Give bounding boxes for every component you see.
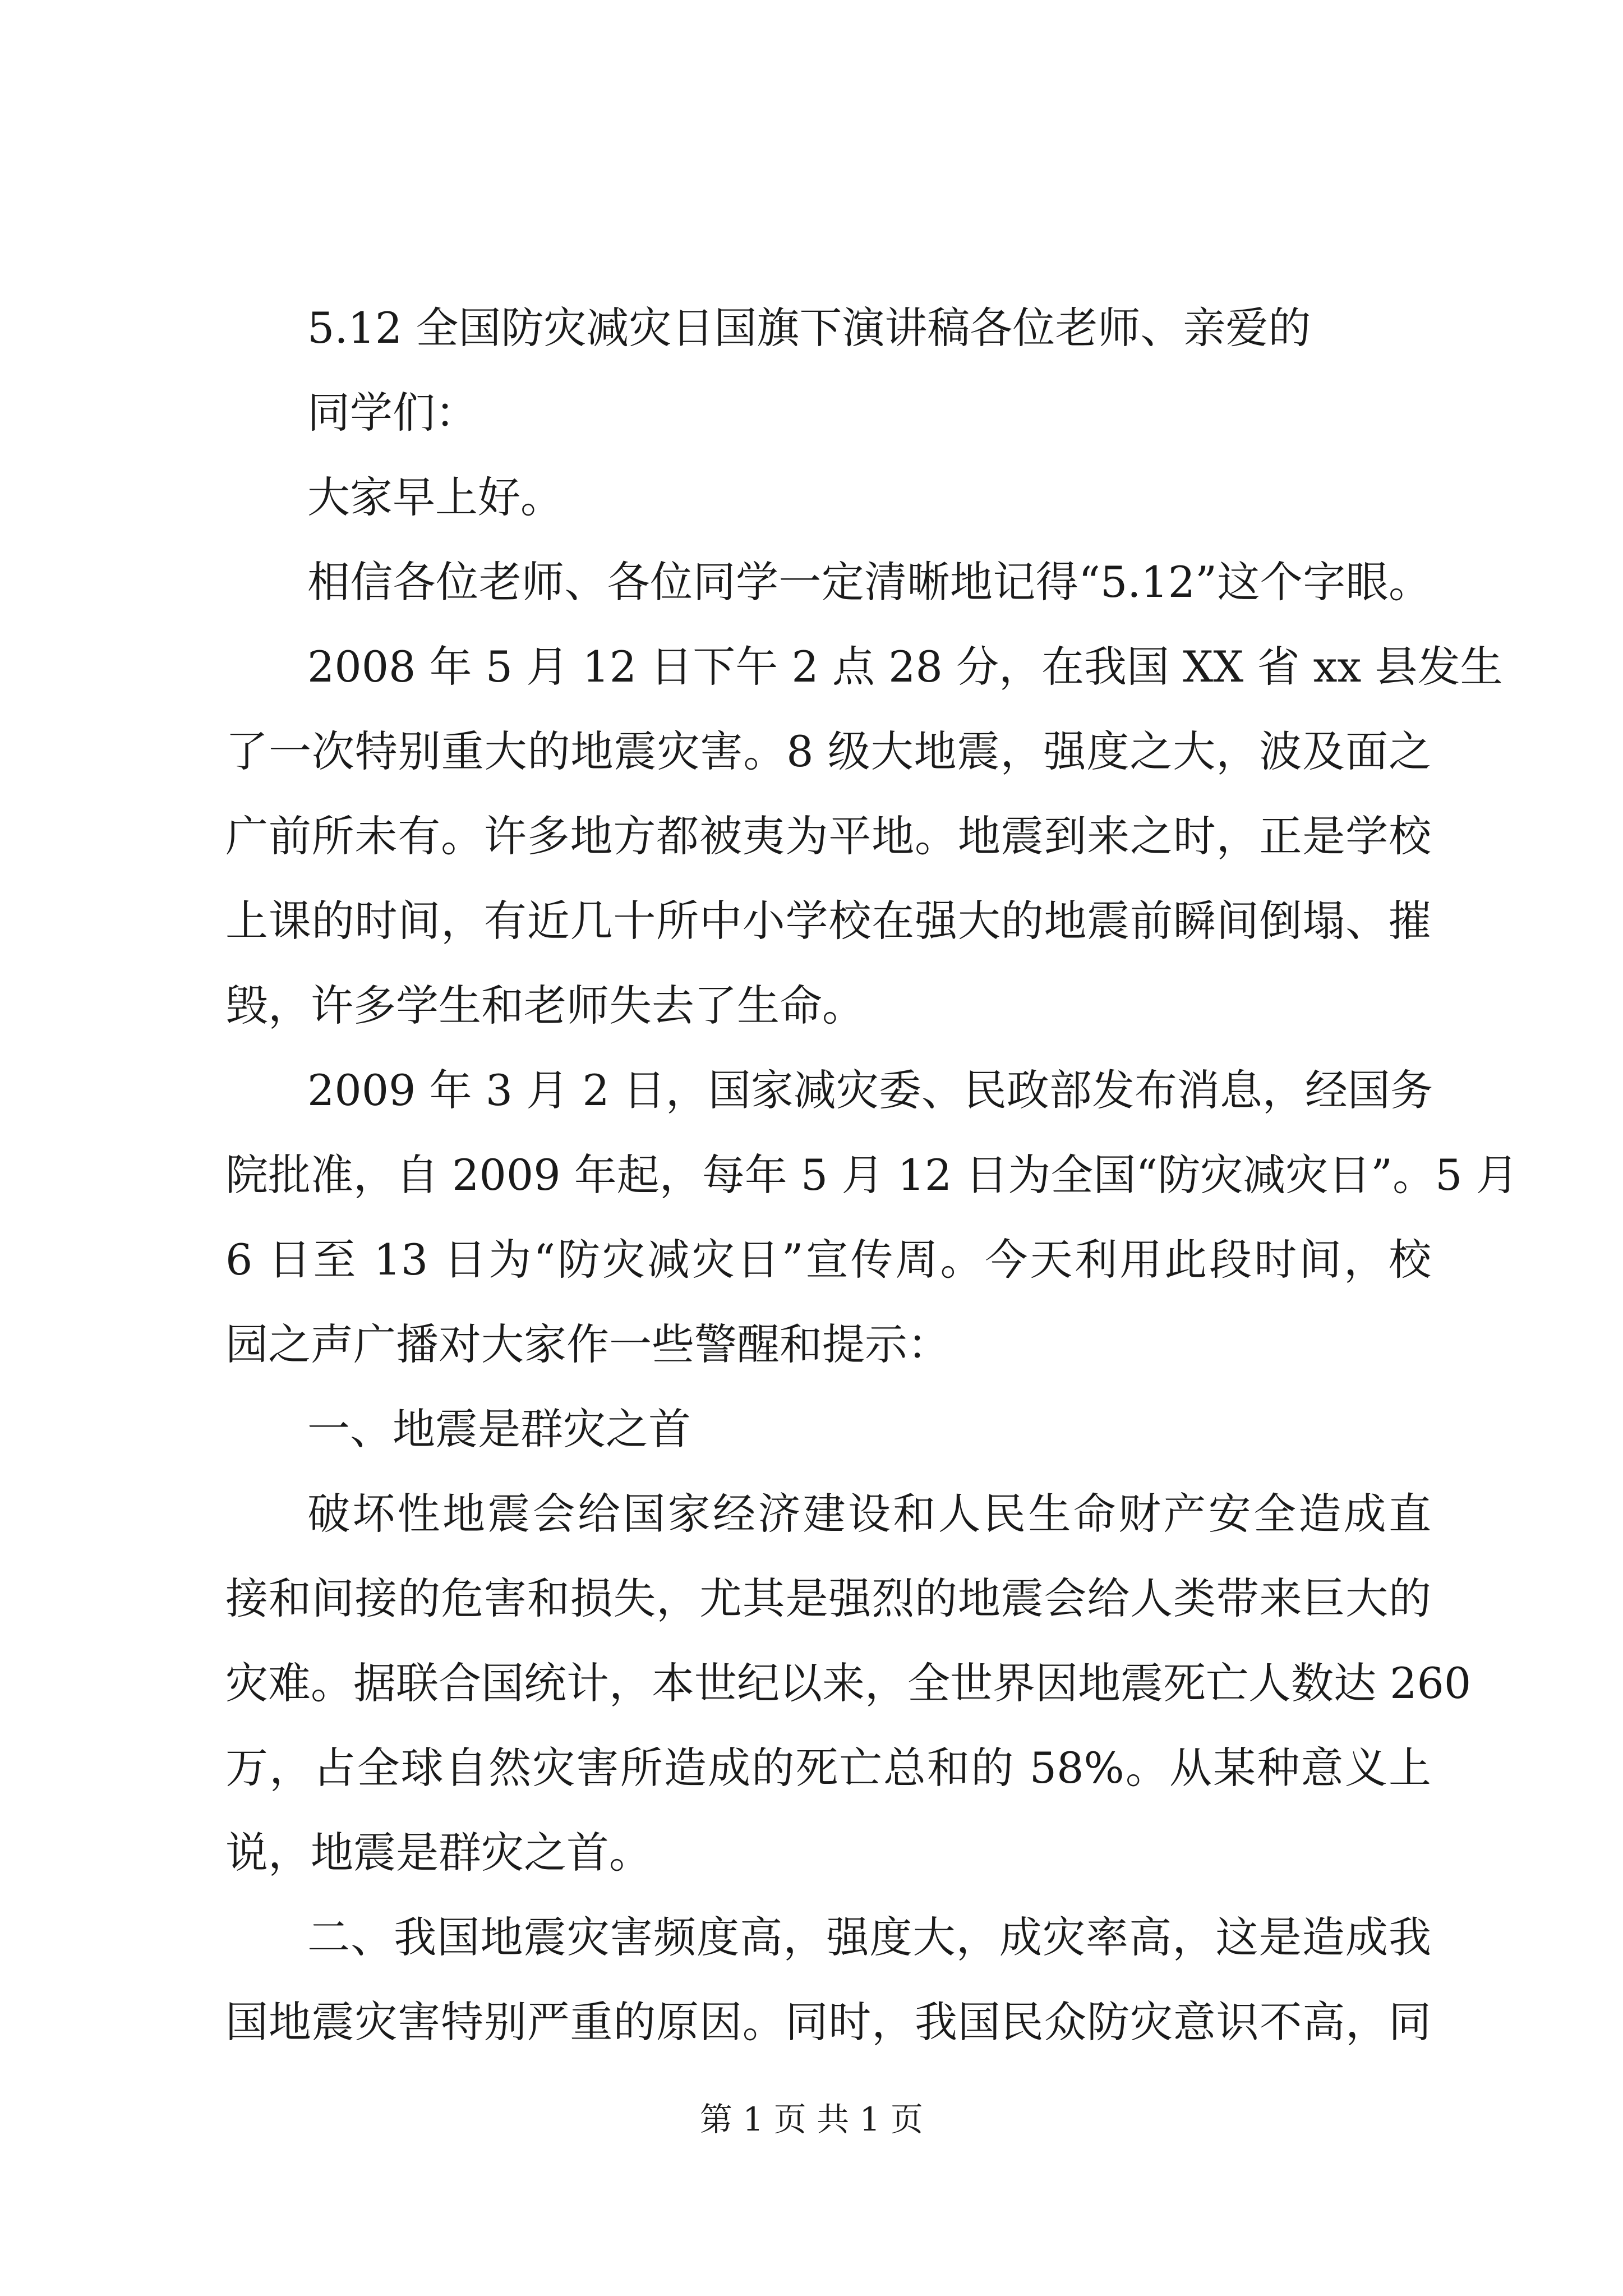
text-line: 二、我国地震灾害频度高，强度大，成灾率高，这是造成我 [307, 1912, 1431, 1962]
text-line: 国地震灾害特别严重的原因。同时，我国民众防灾意识不高，同 [225, 1997, 1431, 2047]
text-line: 院批准，自 2009 年起，每年 5 月 12 日为全国“防灾减灾日”。5 月 [225, 1150, 1519, 1200]
text-line: 说，地震是群灾之首。 [225, 1828, 652, 1878]
text-line: 毁，许多学生和老师失去了生命。 [225, 981, 865, 1030]
text-line: 灾难。据联合国统计，本世纪以来，全世界因地震死亡人数达 260 [225, 1658, 1472, 1708]
page-footer: 第 1 页 共 1 页 [700, 2100, 923, 2138]
text-line: 6 日至 13 日为“防灾减灾日”宣传周。今天利用此段时间，校 [225, 1235, 1431, 1285]
text-line: 相信各位老师、各位同学一定清晰地记得“5.12”这个字眼。 [307, 557, 1431, 607]
text-line: 万，占全球自然灾害所造成的死亡总和的 58%。从某种意义上 [225, 1743, 1431, 1793]
text-line: 2008 年 5 月 12 日下午 2 点 28 分，在我国 XX 省 xx 县发生 [307, 642, 1503, 692]
text-line: 2009 年 3 月 2 日，国家减灾委、民政部发布消息，经国务 [307, 1065, 1433, 1115]
section-heading: 一、地震是群灾之首 [307, 1404, 691, 1454]
text-line: 广前所未有。许多地方都被夷为平地。地震到来之时，正是学校 [225, 811, 1431, 861]
text-line: 了一次特别重大的地震灾害。8 级大地震，强度之大，波及面之 [225, 726, 1431, 776]
text-line: 园之声广播对大家作一些警醒和提示： [225, 1319, 950, 1369]
text-line: 上课的时间，有近几十所中小学校在强大的地震前瞬间倒塌、摧 [225, 896, 1431, 946]
text-line: 破坏性地震会给国家经济建设和人民生命财产安全造成直 [307, 1489, 1431, 1539]
text-line: 接和间接的危害和损失，尤其是强烈的地震会给人类带来巨大的 [225, 1573, 1431, 1623]
text-line: 大家早上好。 [307, 472, 563, 522]
text-line: 同学们： [307, 388, 478, 438]
text-line: 5.12 全国防灾减灾日国旗下演讲稿各位老师、亲爱的 [307, 303, 1311, 353]
